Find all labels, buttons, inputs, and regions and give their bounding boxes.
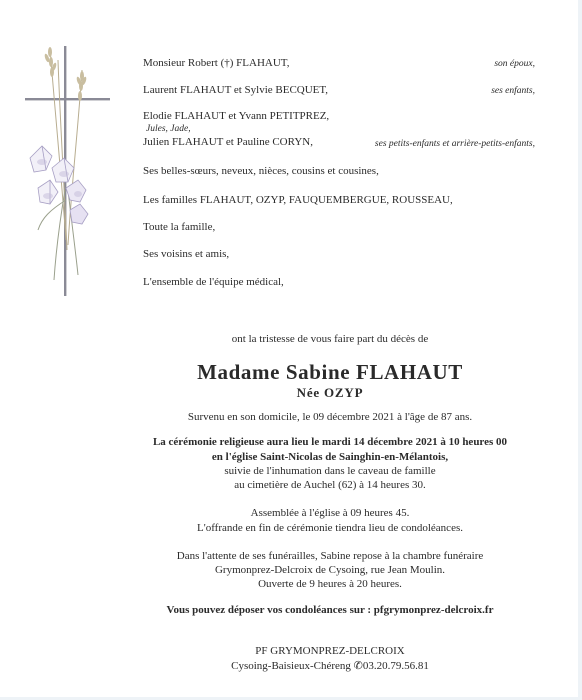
deceased-name: Madame Sabine FLAHAUT: [197, 360, 463, 384]
family-relation: ses petits-enfants et arrière-petits-enfants,: [374, 139, 535, 149]
death-info: Survenu en son domicile, le 09 décembre 2021 à l'âge de 87 ans.: [187, 411, 473, 423]
family-relation: son époux,: [494, 59, 535, 69]
cross-flowers-illustration: [20, 40, 120, 302]
announcement-intro: ont la tristesse de vous faire part du décès de: [231, 333, 429, 345]
offering-note: L'offrande en fin de cérémonie tiendra lieu de condoléances.: [197, 522, 463, 534]
family-relation: ses enfants,: [491, 86, 535, 96]
ceremony-date: La cérémonie religieuse aura lieu le mardi 14 décembre 2021 à 10 heures 00: [152, 436, 508, 448]
condolences-link[interactable]: Vous pouvez déposer vos condoléances sur : pfgrymonprez-delcroix.fr: [166, 604, 494, 616]
family-member-line: Elodie FLAHAUT et Yvann PETITPREZ,: [143, 110, 330, 122]
assembly-time: Assemblée à l'église à 09 heures 45.: [250, 507, 410, 519]
family-member-line: Les familles FLAHAUT, OZYP, FAUQUEMBERGUE, ROUSSEAU,: [143, 194, 453, 206]
family-member-line: Monsieur Robert (†) FLAHAUT,: [143, 57, 290, 69]
family-member-line: Ses voisins et amis,: [143, 248, 230, 260]
cemetery-info: au cimetière de Auchel (62) à 14 heures 30.: [234, 479, 426, 491]
ceremony-church: en l'église Saint-Nicolas de Sainghin-en-Mélantois,: [211, 451, 449, 463]
funeral-home-address: Grymonprez-Delcroix de Cysoing, rue Jean Moulin.: [214, 564, 446, 576]
family-member-line: Toute la famille,: [143, 221, 216, 233]
funeral-home-line: Dans l'attente de ses funérailles, Sabine repose à la chambre funéraire: [176, 550, 484, 562]
burial-info: suivie de l'inhumation dans le caveau de famille: [224, 465, 436, 477]
footer-address-phone: Cysoing-Baisieux-Chéreng ✆03.20.79.56.81: [231, 660, 429, 672]
family-member-line: Ses belles-sœurs, neveux, nièces, cousins et cousines,: [143, 165, 379, 177]
footer-company: PF GRYMONPREZ-DELCROIX: [255, 645, 405, 657]
family-member-line: Laurent FLAHAUT et Sylvie BECQUET,: [143, 84, 329, 96]
maiden-name: Née OZYP: [296, 385, 364, 400]
family-member-line: L'ensemble de l'équipe médical,: [143, 276, 284, 288]
funeral-home-hours: Ouverte de 9 heures à 20 heures.: [258, 578, 402, 590]
great-grandchildren-names: Jules, Jade,: [146, 124, 191, 134]
family-member-line: Julien FLAHAUT et Pauline CORYN,: [143, 136, 313, 148]
scan-edge-right: [578, 0, 582, 700]
